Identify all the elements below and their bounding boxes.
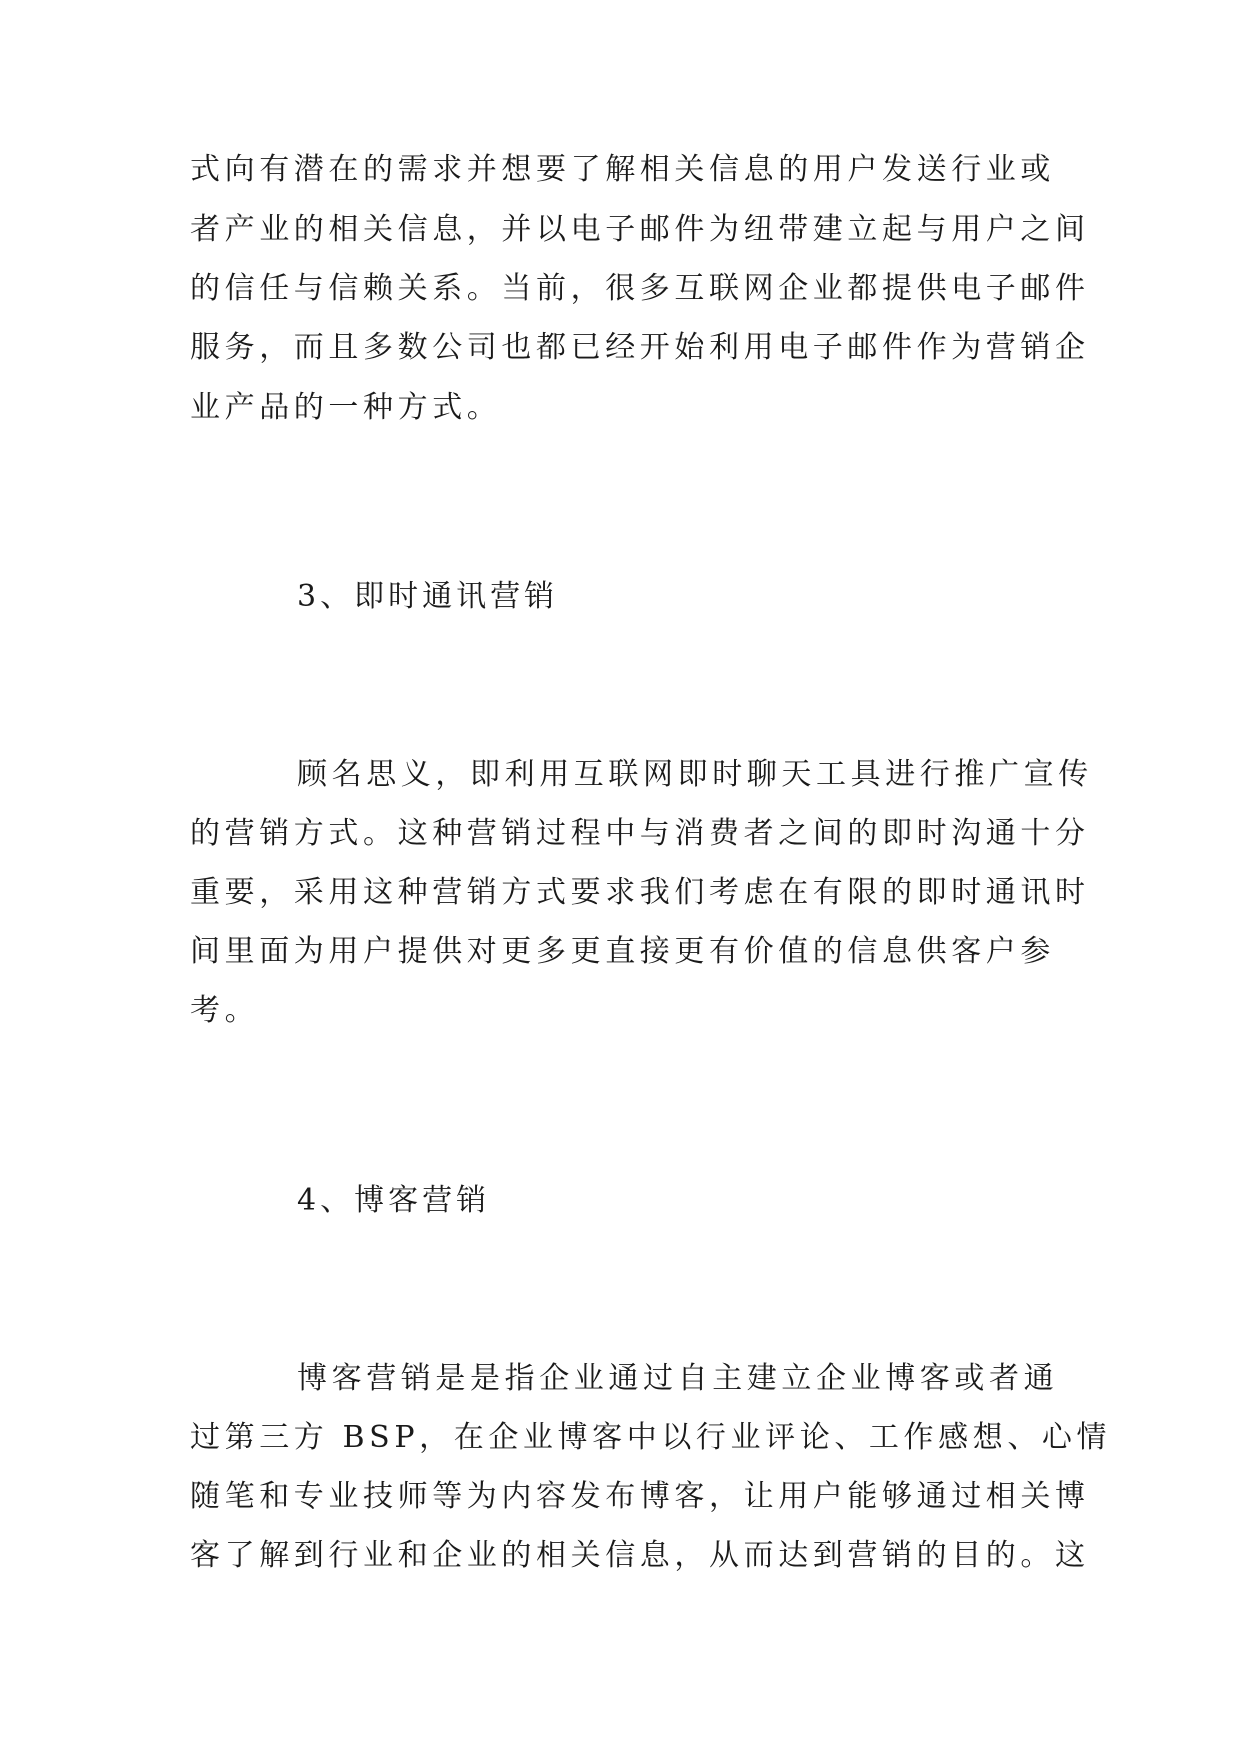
paragraph-line: 式向有潜在的需求并想要了解相关信息的用户发送行业或 xyxy=(190,152,1055,187)
paragraph-line: 间里面为用户提供对更多更直接更有价值的信息供客户参 xyxy=(190,934,1055,969)
section-heading-instant-messaging: 3、即时通讯营销 xyxy=(297,579,559,614)
paragraph-line: 者产业的相关信息，并以电子邮件为纽带建立起与用户之间 xyxy=(190,212,1090,247)
paragraph-line: 重要，采用这种营销方式要求我们考虑在有限的即时通讯时 xyxy=(190,875,1090,910)
paragraph-line: 的信任与信赖关系。当前，很多互联网企业都提供电子邮件 xyxy=(190,271,1090,306)
paragraph-line: 考。 xyxy=(190,993,260,1028)
paragraph-line: 服务，而且多数公司也都已经开始利用电子邮件作为营销企 xyxy=(190,330,1090,365)
paragraph-line: 客了解到行业和企业的相关信息，从而达到营销的目的。这 xyxy=(190,1538,1090,1573)
paragraph-line: 过第三方 BSP，在企业博客中以行业评论、工作感想、心情 xyxy=(190,1420,1112,1455)
paragraph-line: 顾名思义，即利用互联网即时聊天工具进行推广宣传 xyxy=(297,757,1093,792)
paragraph-line: 博客营销是是指企业通过自主建立企业博客或者通 xyxy=(297,1361,1059,1396)
paragraph-line: 业产品的一种方式。 xyxy=(190,390,502,425)
paragraph-line: 的营销方式。这种营销过程中与消费者之间的即时沟通十分 xyxy=(190,816,1090,851)
section-heading-blog-marketing: 4、博客营销 xyxy=(297,1183,491,1218)
paragraph-line: 随笔和专业技师等为内容发布博客，让用户能够通过相关博 xyxy=(190,1479,1090,1514)
